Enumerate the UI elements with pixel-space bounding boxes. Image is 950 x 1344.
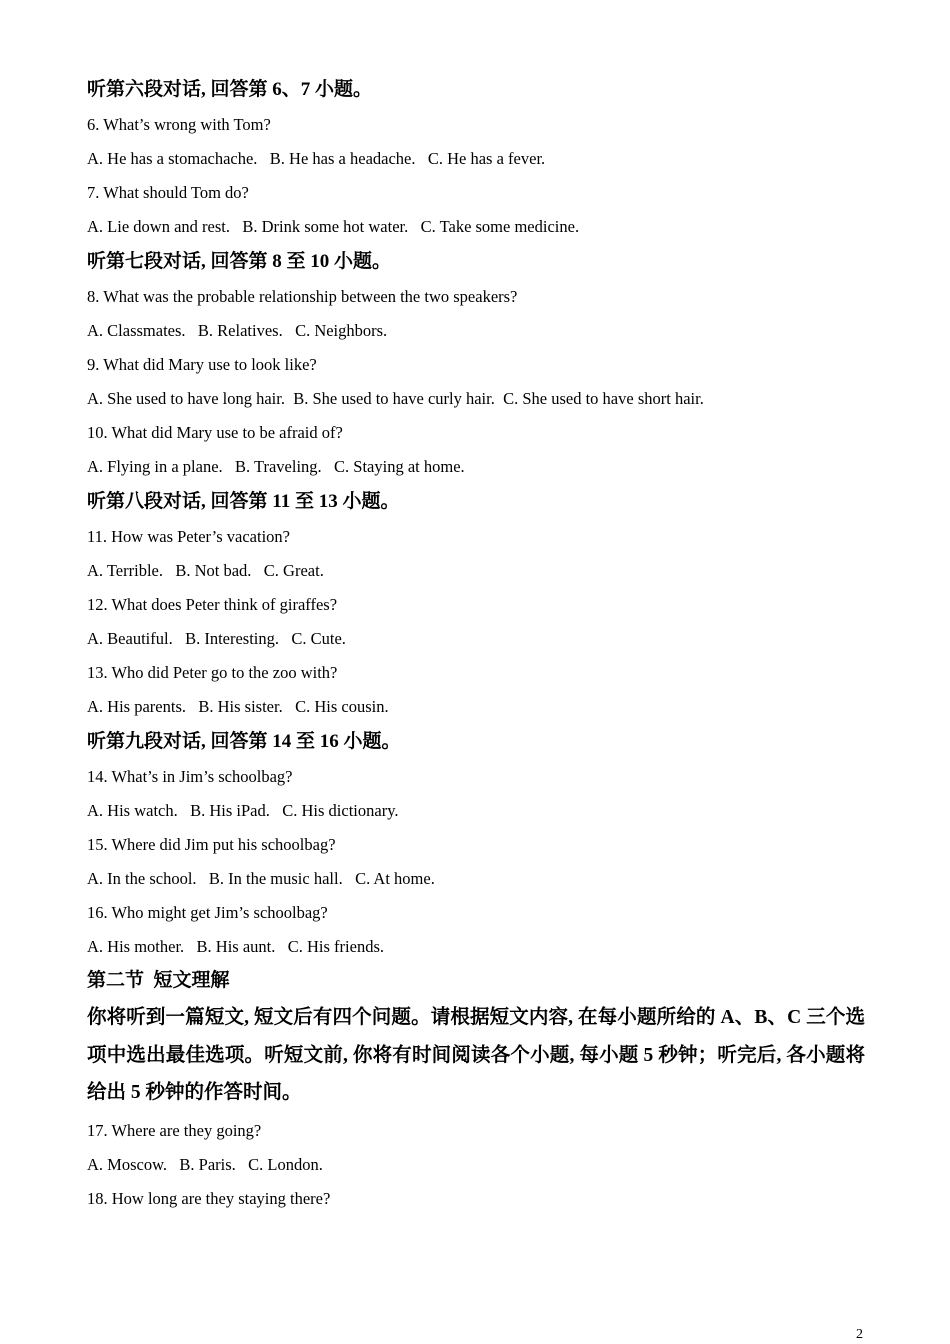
question-9: 9. What did Mary use to look like? [87, 355, 317, 374]
heading-dialogue-8: 听第八段对话, 回答第 11 至 13 小题。 [87, 491, 400, 512]
heading-dialogue-9: 听第九段对话, 回答第 14 至 16 小题。 [87, 731, 401, 752]
question-18: 18. How long are they staying there? [87, 1188, 331, 1208]
heading-dialogue-7: 听第七段对话, 回答第 8 至 10 小题。 [87, 251, 392, 272]
question-16: 16. Who might get Jim’s schoolbag? [87, 903, 328, 922]
options-9: A. She used to have long hair. B. She used to have curly hair. C. She used to have short hair. [87, 389, 704, 408]
options-12: A. Beautiful. B. Interesting. C. Cute. [87, 629, 346, 648]
question-11: 11. How was Peter’s vacation? [87, 527, 290, 546]
question-13: 13. Who did Peter go to the zoo with? [87, 663, 338, 682]
options-10: A. Flying in a plane. B. Traveling. C. Staying at home. [87, 457, 465, 476]
page-number: 2 [856, 1327, 863, 1342]
section-instructions: 你将听到一篇短文, 短文后有四个问题。请根据短文内容, 在每小题所给的 A、B、C 三个选项中选出最佳选项。听短文前, 你将有时间阅读各个小题, 每小题 5 秒钟；听完后, 各小题将给出 5 秒钟的作答时间。 [87, 1007, 865, 1103]
section-title-part-2: 第二节 短文理解 [87, 970, 230, 991]
options-17: A. Moscow. B. Paris. C. London. [87, 1154, 323, 1174]
options-15: A. In the school. B. In the music hall. C. At home. [87, 869, 435, 888]
options-7: A. Lie down and rest. B. Drink some hot water. C. Take some medicine. [87, 217, 580, 236]
options-14: A. His watch. B. His iPad. C. His dictionary. [87, 801, 399, 820]
document-page [87, 72, 867, 1216]
question-12: 12. What does Peter think of giraffes? [87, 595, 338, 614]
question-8: 8. What was the probable relationship between the two speakers? [87, 287, 518, 306]
question-10: 10. What did Mary use to be afraid of? [87, 423, 343, 442]
question-6: 6. What’s wrong with Tom? [87, 115, 271, 134]
question-17: 17. Where are they going? [87, 1120, 262, 1140]
question-14: 14. What’s in Jim’s schoolbag? [87, 767, 293, 786]
question-15: 15. Where did Jim put his schoolbag? [87, 835, 336, 854]
heading-dialogue-6: 听第六段对话, 回答第 6、7 小题。 [87, 79, 373, 100]
options-16: A. His mother. B. His aunt. C. His friends. [87, 937, 384, 956]
options-8: A. Classmates. B. Relatives. C. Neighbors. [87, 321, 388, 340]
question-7: 7. What should Tom do? [87, 183, 249, 202]
options-6: A. He has a stomachache. B. He has a headache. C. He has a fever. [87, 149, 546, 168]
options-11: A. Terrible. B. Not bad. C. Great. [87, 561, 324, 580]
options-13: A. His parents. B. His sister. C. His cousin. [87, 697, 389, 716]
